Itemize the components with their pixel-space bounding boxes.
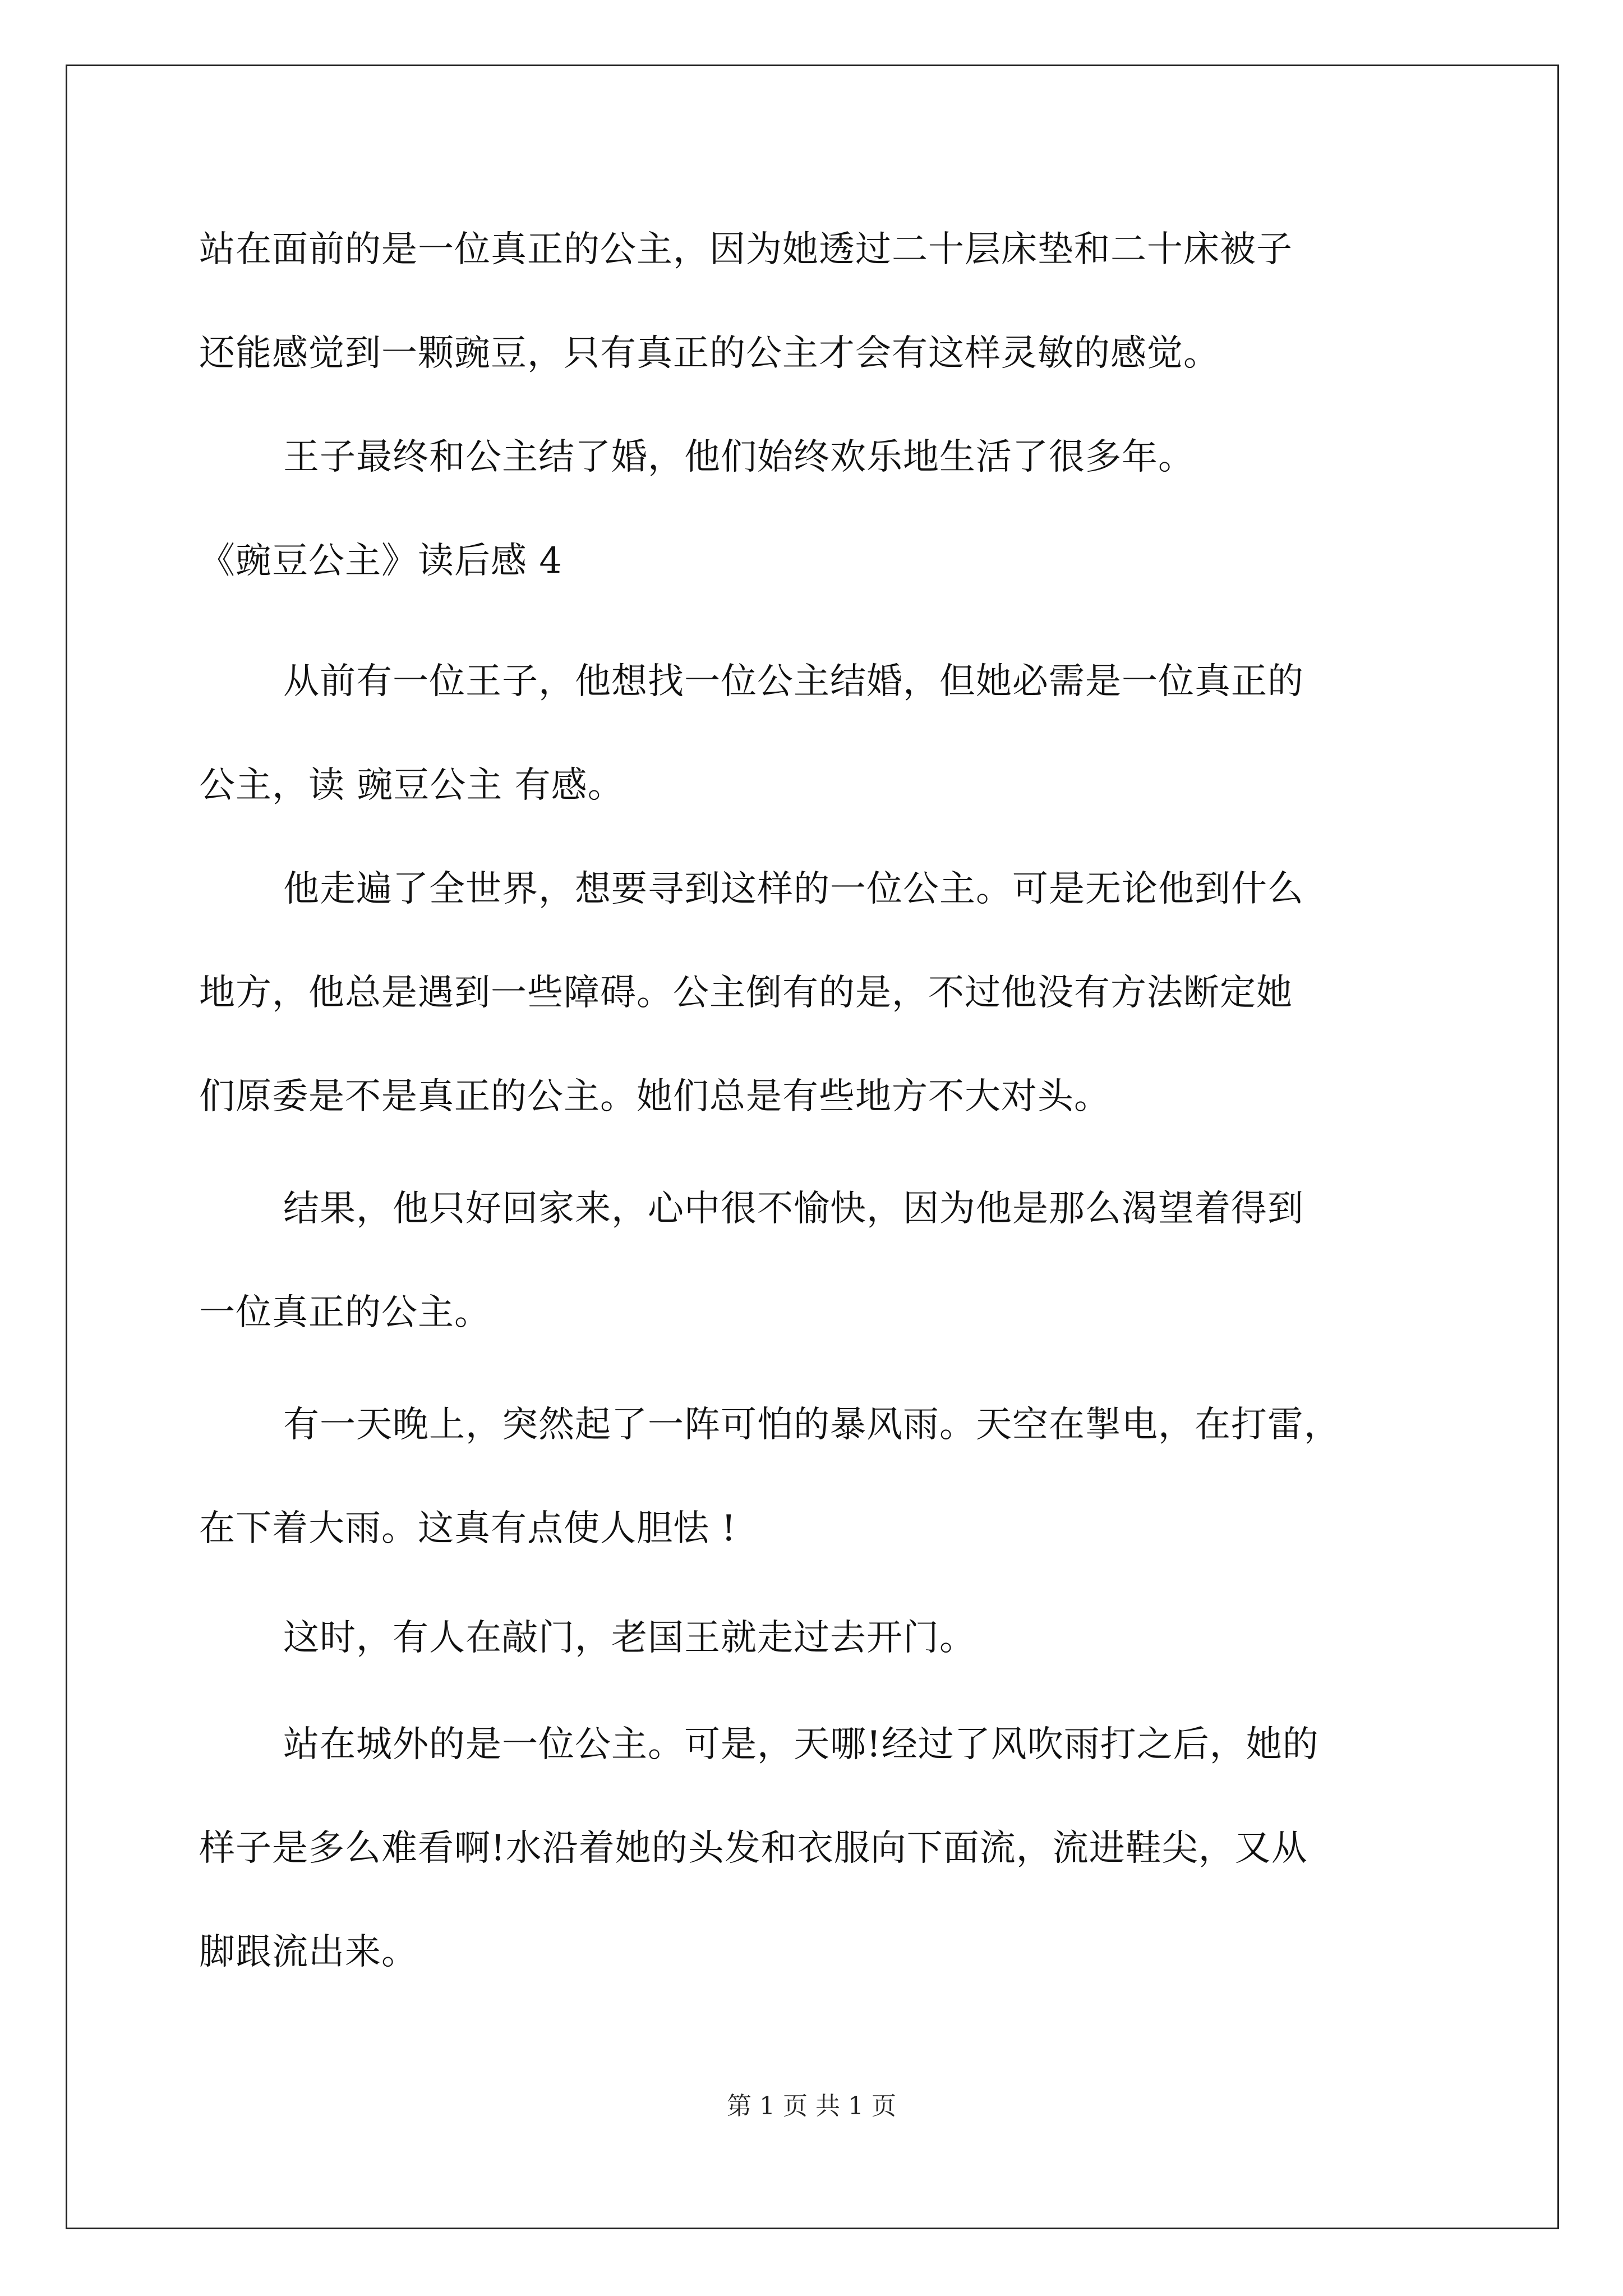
text-line-14: 这时，有人在敲门，老国王就走过去开门。	[283, 1617, 976, 1659]
text-line-2: 还能感觉到一颗豌豆，只有真正的公主才会有这样灵敏的感觉。	[199, 333, 1220, 374]
page-footer: 第 1 页 共 1 页	[727, 2092, 896, 2120]
text-line-12: 有一天晚上，突然起了一阵可怕的暴风雨。天空在掣电，在打雷，	[283, 1404, 1340, 1446]
text-line-8: 地方，他总是遇到一些障碍。公主倒有的是，不过他没有方法断定她	[199, 972, 1293, 1014]
text-line-1: 站在面前的是一位真正的公主，因为她透过二十层床垫和二十床被子	[199, 229, 1293, 270]
text-line-7: 他走遍了全世界，想要寻到这样的一位公主。可是无论他到什么	[283, 868, 1304, 910]
page-border	[66, 65, 1559, 2229]
text-line-16: 样子是多么难看啊!水沿着她的头发和衣服向下面流，流进鞋尖，又从	[199, 1828, 1308, 1869]
text-line-15: 站在城外的是一位公主。可是，天哪!经过了风吹雨打之后，她的	[283, 1724, 1319, 1765]
text-line-3: 王子最终和公主结了婚，他们始终欢乐地生活了很多年。	[283, 436, 1195, 478]
section-heading: 《豌豆公主》读后感 4	[199, 540, 563, 582]
text-line-11: 一位真正的公主。	[199, 1292, 491, 1333]
text-line-9: 们原委是不是真正的公主。她们总是有些地方不大对头。	[199, 1076, 1110, 1117]
text-line-5: 从前有一位王子，他想找一位公主结婚，但她必需是一位真正的	[283, 661, 1304, 702]
text-line-6: 公主，读 豌豆公主 有感。	[199, 765, 624, 806]
text-line-13: 在下着大雨。这真有点使人胆怯 !	[199, 1508, 737, 1549]
text-line-17: 脚跟流出来。	[199, 1931, 418, 1973]
text-line-10: 结果，他只好回家来，心中很不愉快，因为他是那么渴望着得到	[283, 1188, 1304, 1230]
